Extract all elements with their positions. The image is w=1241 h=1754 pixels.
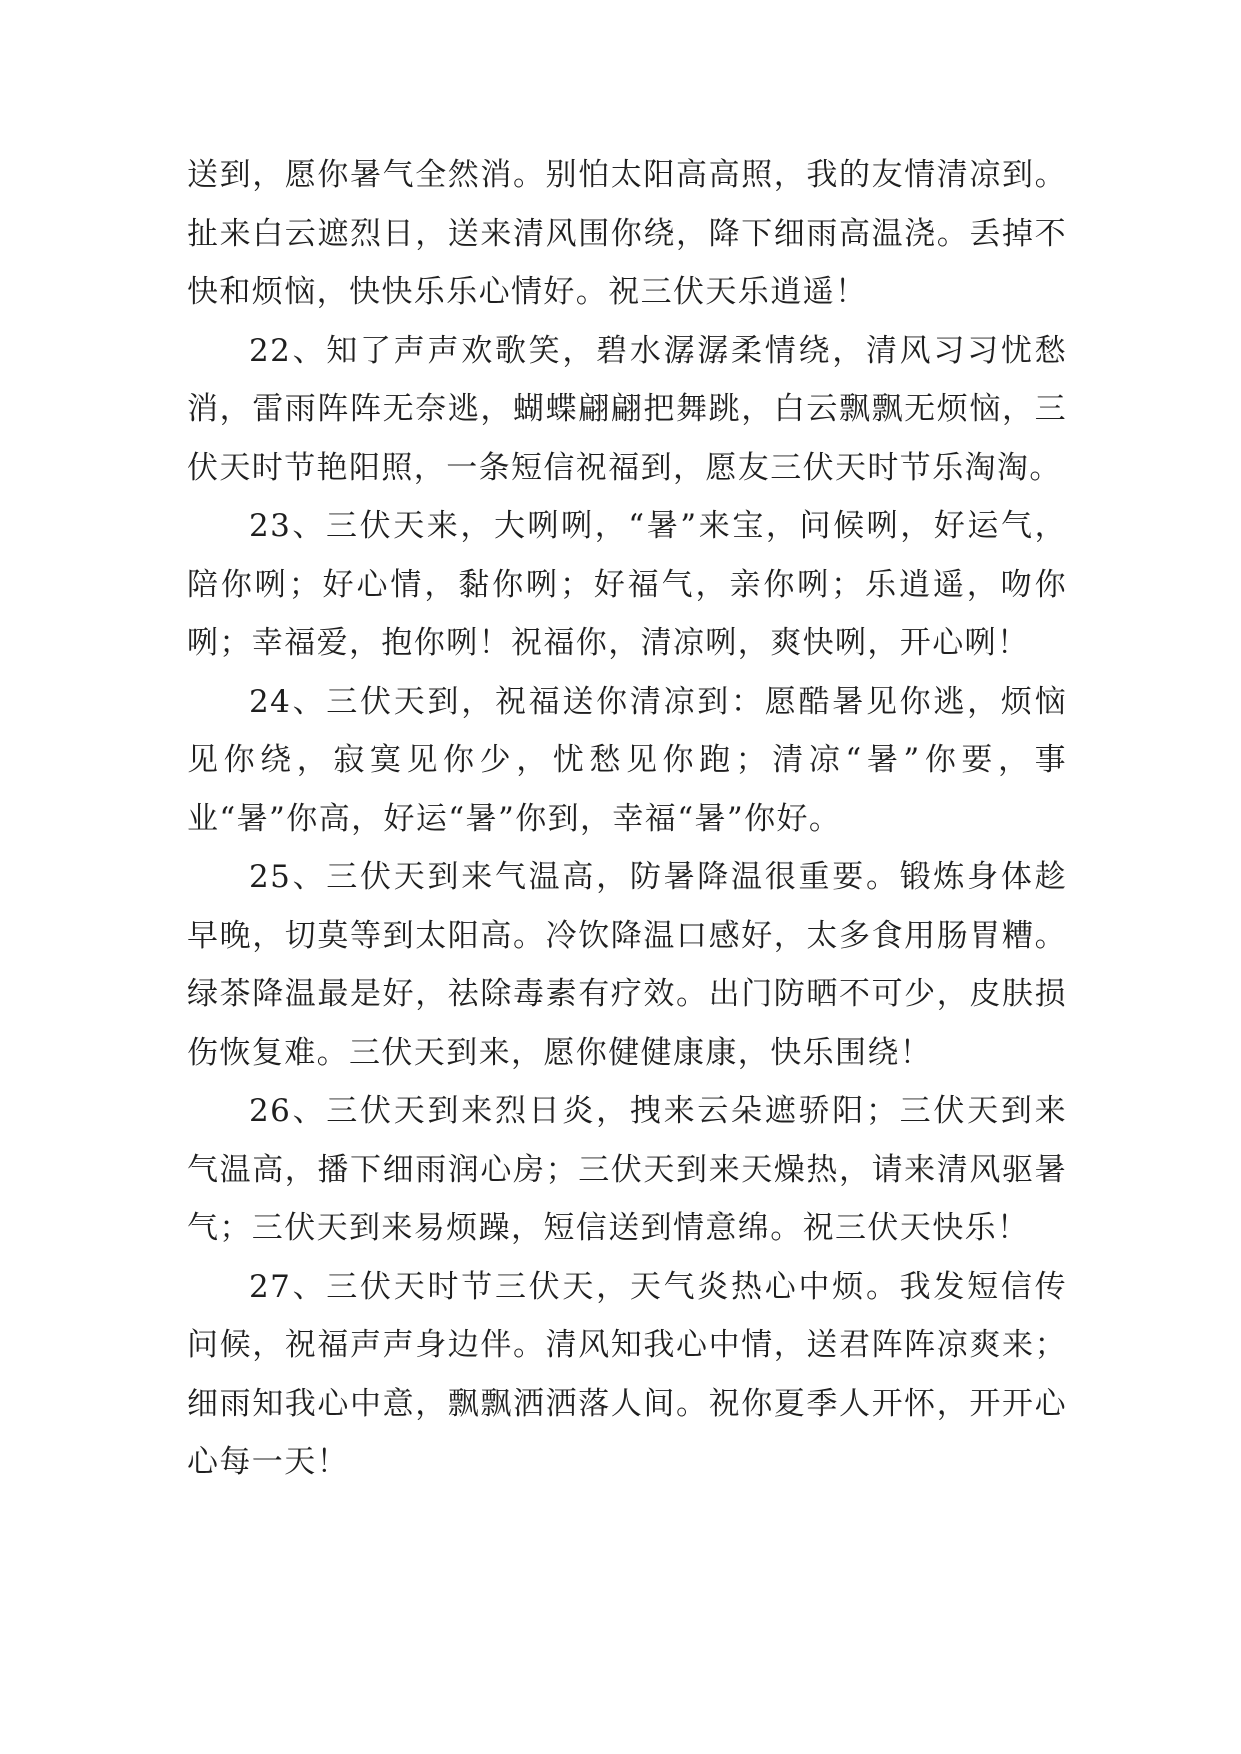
- paragraph-22: 22、知了声声欢歌笑，碧水潺潺柔情绕，清风习习忧愁消，雷雨阵阵无奈逃，蝴蝶翩翩把舞跳，白云飘飘无烦恼，三伏天时节艳阳照，一条短信祝福到，愿友三伏天时节乐淘淘。: [187, 332, 1067, 486]
- document-body: [187, 146, 1067, 1492]
- paragraph-25: 25、三伏天到来气温高，防暑降温很重要。锻炼身体趁早晚，切莫等到太阳高。冷饮降温口感好，太多食用肠胃糟。绿茶降温最是好，祛除毒素有疗效。出门防晒不可少，皮肤损伤恢复难。三伏天到来，愿你健健康康，快乐围绕！: [187, 859, 1067, 1071]
- paragraph-24: 24、三伏天到，祝福送你清凉到：愿酷暑见你逃，烦恼见你绕，寂寞见你少，忧愁见你跑；清凉“暑”你要，事业“暑”你高，好运“暑”你到，幸福“暑”你好。: [187, 683, 1067, 837]
- paragraph-23: 23、三伏天来，大咧咧，“暑”来宝，问候咧，好运气，陪你咧；好心情，黏你咧；好福气，亲你咧；乐逍遥，吻你咧；幸福爱，抱你咧！祝福你，清凉咧，爽快咧，开心咧！: [187, 508, 1067, 661]
- paragraph-continuation: 送到，愿你暑气全然消。别怕太阳高高照，我的友情清凉到。扯来白云遮烈日，送来清风围你绕，降下细雨高温浇。丢掉不快和烦恼，快快乐乐心情好。祝三伏天乐逍遥！: [187, 157, 1067, 310]
- paragraph-27: 27、三伏天时节三伏天，天气炎热心中烦。我发短信传问候，祝福声声身边伴。清风知我心中情，送君阵阵凉爽来；细雨知我心中意，飘飘洒洒落人间。祝你夏季人开怀，开开心心每一天！: [187, 1268, 1067, 1480]
- paragraph-26: 26、三伏天到来烈日炎，拽来云朵遮骄阳；三伏天到来气温高，播下细雨润心房；三伏天到来天燥热，请来清风驱暑气；三伏天到来易烦躁，短信送到情意绵。祝三伏天快乐！: [187, 1093, 1067, 1246]
